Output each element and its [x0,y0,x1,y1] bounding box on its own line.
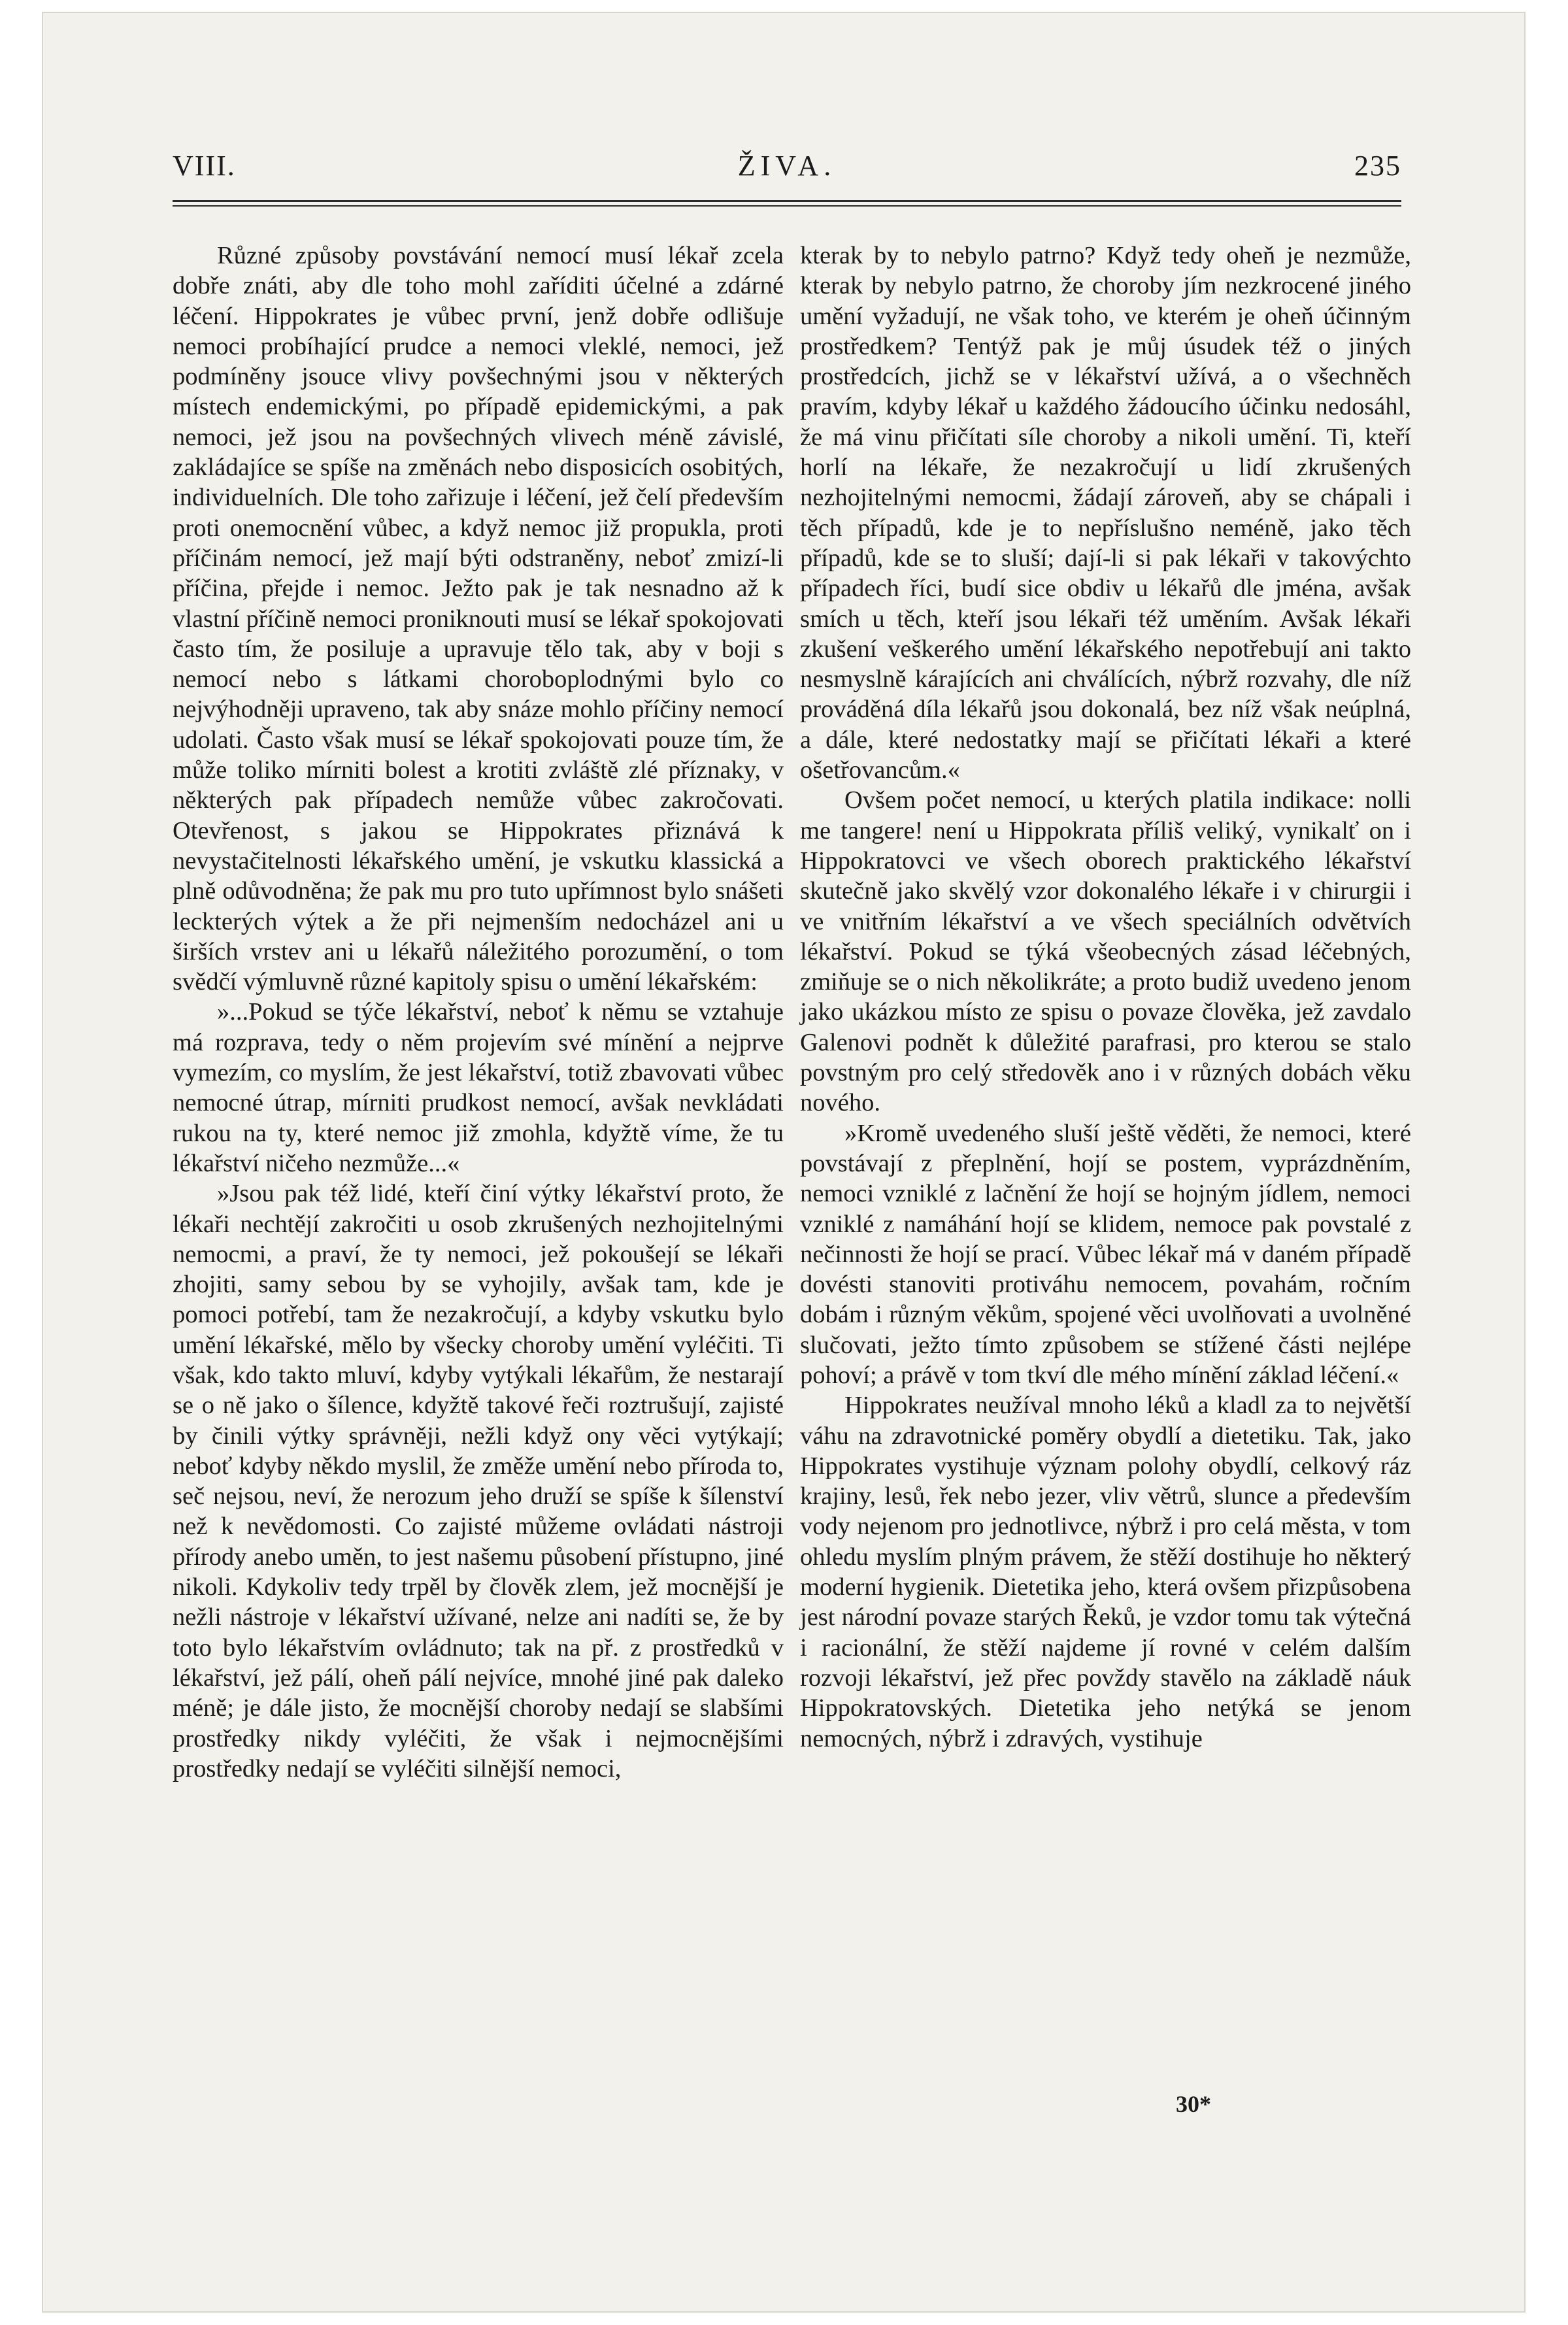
page-number: 235 [1354,150,1401,182]
scanned-page [42,12,1526,2313]
left-column [173,241,784,1784]
header-rule-thin [173,205,1401,207]
paragraph: »Kromě uvedeného sluší ještě věděti, že nemoci, které povstávají z přeplnění, hojí se postem, vyprázdněním, nemoci vzniklé z lačnění že hojí se hojným jídlem, nemoci vzniklé z namáhání hojí se klidem, nemoce pak povstalé z nečinnosti že hojí se prací. Vůbec lékař má v daném případě dovésti stanoviti protiváhu nemocem, povahám, ročním dobám i různým věkům, spojené věci uvolňovati a uvolněné slučovati, ježto tímto způsobem se stížené části nejlépe pohoví; a právě v tom tkví dle mého mínění základ léčení.« [800,1119,1411,1389]
running-header [173,149,1401,195]
sheet-signature-mark: 30* [1176,2091,1211,2117]
paragraph: Hippokrates neužíval mnoho léků a kladl za to největší váhu na zdravotnické poměry obydlí a dietetiku. Tak, jako Hippokrates vystihuje význam polohy obydlí, celkový ráz krajiny, lesů, řek nebo jezer, vliv větrů, slunce a především vody nejenom pro jednotlivce, nýbrž i pro celá města, v tom ohledu myslím plným právem, že stěží dostihuje ho některý moderní hygienik. Dietetika jeho, která ovšem přizpůsobena jest národní povaze starých Řeků, je vzdor tomu tak výtečná i racionální, že stěží najdeme jí rovné v celém dalším rozvoji lékařství, jež přec povždy stavělo na základě náuk Hippokratovských. Dietetika jeho netýká se jenom nemocných, nýbrž i zdravých, vystihuje [800,1392,1411,1752]
chapter-number: VIII. [173,150,236,182]
journal-title: ŽIVA. [737,150,837,182]
paragraph: kterak by to nebylo patrno? Když tedy oheň je nezmůže, kterak by nebylo patrno, že choroby jím nezkrocené jiného umění vyžadují, ne však toho, ve kterém je oheň účinným prostředkem? Tentýž pak je můj úsudek též o jiných prostředcích, jichž se v lékařství užívá, a o všechněch pravím, kdyby lékař u každého žádoucího účinku nedosáhl, že má vinu přičítati síle choroby a nikoli umění. Ti, kteří horlí na lékaře, že nezakročují u lidí zkrušených nezhojitelnými nemocmi, žádají zároveň, aby se chápali i těch případů, kde je to nepříslušno neméně, jako těch případů, kde se to sluší; dají-li si pak lékaři v takovýchto případech říci, budí sice obdiv u lékařů dle jména, avšak smích u těch, kteří jsou lékaři též uměním. Avšak lékaři zkušení veškerého umění lékařského nepotřebují ani takto nesmyslně kárajících ani chválících, nýbrž rozvahy, dle níž prováděná díla lékařů jsou dokonalá, bez níž však neúplná, a dále, které nedostatky mají se přičítati lékaři a které ošetřovancům.« [800,242,1411,784]
paragraph: Různé způsoby povstávání nemocí musí lékař zcela dobře znáti, aby dle toho mohl zaříditi účelné a zdárné léčení. Hippokrates je vůbec první, jenž dobře odlišuje nemoci probíhající prudce a nemoci vleklé, nemoci, jež podmíněny jsouce vlivy povšechnými jsou v některých místech endemickými, po případě epidemickými, a pak nemoci, jež jsou na povšechných vlivech méně závislé, zakládajíce se spíše na změnách nebo disposicích osobitých, individuelních. Dle toho zařizuje i léčení, jež čelí především proti onemocnění vůbec, a když nemoc již propukla, proti příčinám nemocí, jež mají býti odstraněny, neboť zmizí-li příčina, přejde i nemoc. Ježto pak je tak nesnadno až k vlastní příčině nemoci proniknouti musí se lékař spokojovati často tím, že posiluje a upravuje tělo tak, aby v boji s nemocí nebo s látkami choroboplodnými bylo co nejvýhodněji upraveno, tak aby snáze mohlo příčiny nemocí udolati. Často však musí se lékař spokojovati pouze tím, že může toliko mírniti bolest a krotiti zvláště zlé příznaky, v některých pak případech nemůže vůbec zakročovati. Otevřenost, s jakou se Hippokrates přiznává k nevystačitelnosti lékařského umění, je vskutku klassická a plně odůvodněna; že pak mu pro tuto upřímnost bylo snášeti leckterých výtek a že při nejmenším nedocházel ani u širších vrstev ani u lékařů náležitého porozumění, o tom svědčí výmluvně různé kapitoly spisu o umění lékařském: [173,242,784,996]
paragraph: Ovšem počet nemocí, u kterých platila indikace: nolli me tangere! není u Hippokrata příliš veliký, vynikalť on i Hippokratovci ve všech oborech praktického lékařství skutečně jako skvělý vzor dokonalého lékaře i v chirurgii i ve vnitřním lékařství a ve všech speciálních odvětvích lékařství. Pokud se týká všeobecných zásad léčebných, zmiňuje se o nich několikráte; a proto budiž uvedeno jenom jako ukázkou místo ze spisu o povaze člověka, jež zavdalo Galenovi podnět k důležité parafrasi, pro kterou se stalo povstným pro celý středověk ano i v různých dobách věku nového. [800,786,1411,1117]
paragraph: »Jsou pak též lidé, kteří činí výtky lékařství proto, že lékaři nechtějí zakročiti u osob zkrušených nezhojitelnými nemocmi, a praví, že ty nemoci, jež pokoušejí se lékaři zhojiti, samy sebou by se vyhojily, avšak tam, kde je pomoci potřebí, tam že nezakročují, a kdyby vskutku bylo umění lékařské, mělo by všecky choroby umění vyléčiti. Ti však, kdo takto mluví, kdyby vytýkali lékařům, že nestarají se o ně jako o šílence, kdyžtě takové řeči roztrušují, zajisté by činili výtky správněji, nežli když ony věci vytýkají; neboť kdyby někdo myslil, že změže umění nebo příroda to, seč nejsou, neví, že nerozum jeho druží se spíše k šílenství než k nevědomosti. Co zajisté můžeme ovládati nástroji přírody anebo uměn, to jest našemu působení přístupno, jiné nikoli. Kdykoliv tedy trpěl by člověk zlem, jež mocnější je nežli nástroje v lékařství užívané, nelze ani nadíti se, že by toto bylo lékařstvím ovládnuto; tak na př. z prostředků v lékařství, jež pálí, oheň pálí nejvíce, mnohé jiné pak daleko méně; je dále jisto, že mocnější choroby nedají se slabšími prostředky nikdy vyléčiti, že však i nejmocnějšími prostředky nedají se vyléčiti silnější nemoci, [173,1180,784,1782]
right-column [800,241,1411,1754]
paragraph: »...Pokud se týče lékařství, neboť k němu se vztahuje má rozprava, tedy o něm projevím své mínění a nejprve vymezím, co myslím, že jest lékařství, totiž zbavovati vůbec nemocné útrap, mírniti prudkost nemocí, avšak nevkládati rukou na ty, které nemoc již zmohla, kdyžtě víme, že tu lékařství ničeho nezmůže...« [173,998,784,1177]
header-rule [173,200,1401,202]
